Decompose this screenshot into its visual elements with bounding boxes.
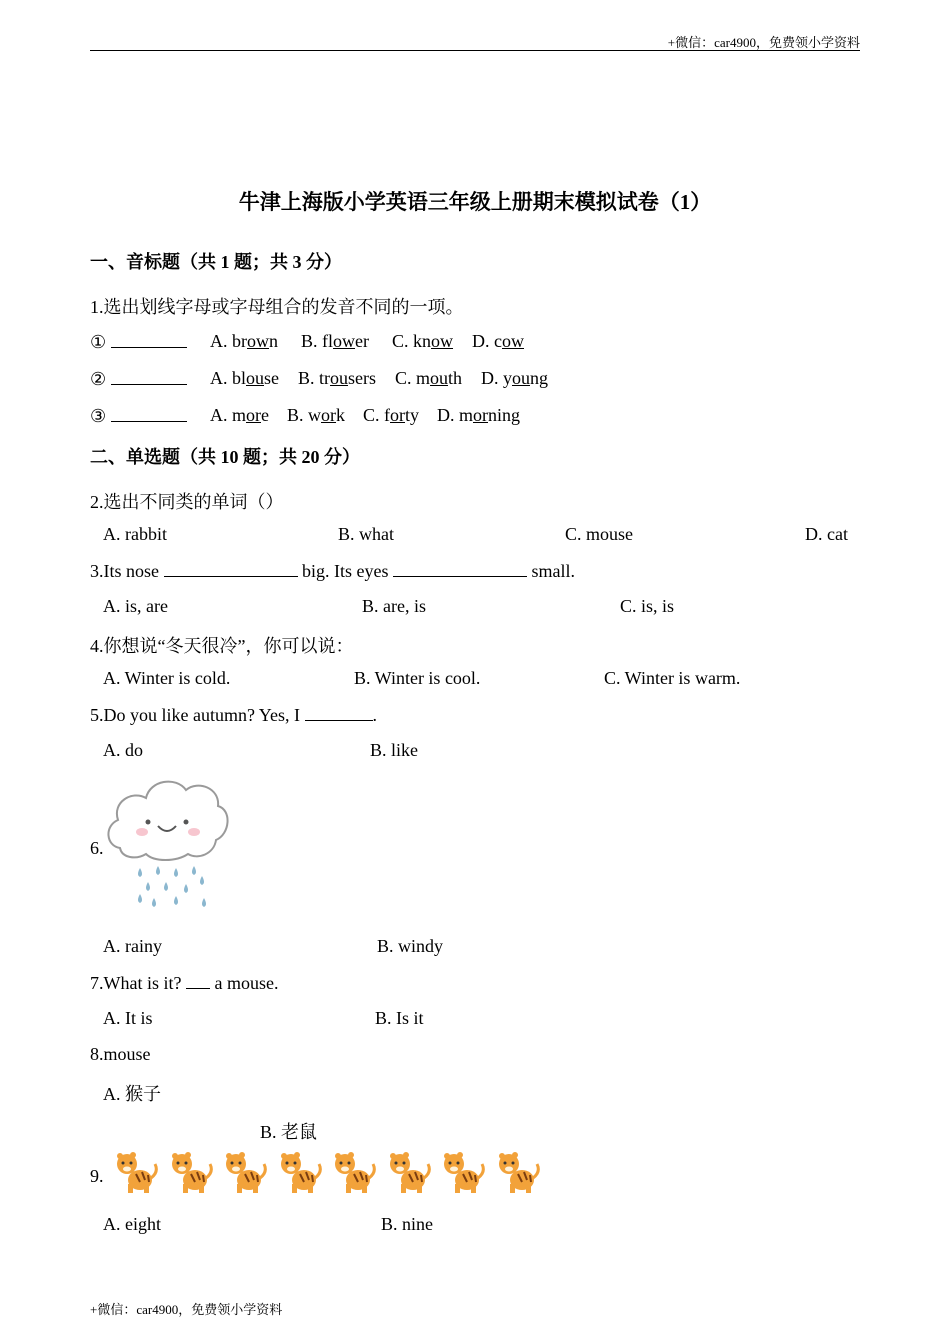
section-1-heading: 一、音标题（共 1 题；共 3 分） bbox=[90, 252, 342, 272]
q1-option[interactable]: D. young bbox=[481, 368, 548, 388]
tiger-icon bbox=[330, 1148, 376, 1194]
tiger-icon bbox=[167, 1148, 213, 1194]
tiger-icon bbox=[439, 1148, 485, 1194]
q2-option-a[interactable]: A. rabbit bbox=[103, 524, 167, 544]
q1-row-marker bbox=[90, 331, 187, 353]
q2-prompt: 2.选出不同类的单词（） bbox=[90, 492, 284, 512]
tiger-icon bbox=[221, 1148, 267, 1194]
q2-option-d[interactable]: D. cat bbox=[805, 524, 848, 544]
q4-option-b[interactable]: B. Winter is cool. bbox=[354, 668, 481, 688]
q6-option-a[interactable]: A. rainy bbox=[103, 936, 162, 956]
q1-row-marker bbox=[90, 368, 187, 390]
q3-blank-2[interactable] bbox=[393, 560, 527, 577]
q3-text-2: big. Its eyes bbox=[302, 561, 389, 581]
q1-option[interactable]: A. blouse bbox=[210, 368, 279, 388]
tiger-icon bbox=[385, 1148, 431, 1194]
q5-option-a[interactable]: A. do bbox=[103, 740, 143, 760]
q5-text-1: 5.Do you like autumn? Yes, I bbox=[90, 705, 300, 725]
q7-option-a[interactable]: A. It is bbox=[103, 1008, 153, 1028]
q1-option[interactable]: C. forty bbox=[363, 405, 420, 425]
q3-blank-1[interactable] bbox=[164, 560, 298, 577]
q1-answer-blank[interactable] bbox=[111, 368, 187, 385]
q2-option-b[interactable]: B. what bbox=[338, 524, 394, 544]
q7-prompt bbox=[90, 972, 278, 994]
q3-option-a[interactable]: A. is, are bbox=[103, 596, 168, 616]
section-2-heading: 二、单选题（共 10 题；共 20 分） bbox=[90, 447, 360, 467]
q1-option[interactable]: C. know bbox=[392, 331, 454, 351]
q1-option[interactable]: C. mouth bbox=[395, 368, 463, 388]
q4-prompt: 4.你想说“冬天很冷”，你可以说： bbox=[90, 636, 354, 656]
q6-option-b[interactable]: B. windy bbox=[377, 936, 444, 956]
q3-text-3: small. bbox=[531, 561, 575, 581]
q1-marker-text: ③ bbox=[90, 406, 107, 426]
q9-number: 9. bbox=[90, 1166, 104, 1186]
page-title: 牛津上海版小学英语三年级上册期末模拟试卷（1） bbox=[238, 190, 712, 214]
q1-marker-text: ② bbox=[90, 369, 107, 389]
footer-note: +微信：car4900，免费领小学资料 bbox=[90, 1302, 283, 1317]
q3-option-b[interactable]: B. are, is bbox=[362, 596, 426, 616]
q1-prompt: 1.选出划线字母或字母组合的发音不同的一项。 bbox=[90, 297, 464, 317]
q1-option[interactable]: B. flower bbox=[301, 331, 369, 351]
q7-option-b[interactable]: B. Is it bbox=[375, 1008, 424, 1028]
q4-option-a[interactable]: A. Winter is cold. bbox=[103, 668, 231, 688]
q5-text-2: . bbox=[372, 705, 377, 725]
q1-answer-blank[interactable] bbox=[111, 405, 187, 422]
q3-text-1: 3.Its nose bbox=[90, 561, 159, 581]
tiger-icon bbox=[494, 1148, 540, 1194]
q1-answer-blank[interactable] bbox=[111, 331, 187, 348]
q7-blank[interactable] bbox=[186, 972, 210, 989]
q3-option-c[interactable]: C. is, is bbox=[620, 596, 675, 616]
q1-option[interactable]: D. cow bbox=[472, 331, 524, 351]
q7-text-1: 7.What is it? bbox=[90, 973, 182, 993]
q3-prompt bbox=[90, 560, 575, 582]
q8-prompt: 8.mouse bbox=[90, 1044, 151, 1064]
tiger-icon bbox=[276, 1148, 322, 1194]
q1-option[interactable]: A. brown bbox=[210, 331, 278, 351]
q1-option[interactable]: B. work bbox=[287, 405, 346, 425]
q4-option-c[interactable]: C. Winter is warm. bbox=[604, 668, 741, 688]
q8-option-a[interactable]: A. 猴子 bbox=[103, 1084, 161, 1104]
q1-option[interactable]: A. more bbox=[210, 405, 269, 425]
q5-option-b[interactable]: B. like bbox=[370, 740, 418, 760]
q7-text-2: a mouse. bbox=[214, 973, 279, 993]
q2-option-c[interactable]: C. mouse bbox=[565, 524, 634, 544]
rain-cloud-icon bbox=[102, 770, 232, 915]
q5-prompt bbox=[90, 704, 377, 726]
q1-row-marker bbox=[90, 405, 187, 427]
q1-option[interactable]: B. trousers bbox=[298, 368, 377, 388]
header-note: +微信：car4900，免费领小学资料 bbox=[667, 35, 860, 50]
tiger-icon bbox=[112, 1148, 158, 1194]
q5-blank[interactable] bbox=[305, 704, 373, 721]
q8-option-b[interactable]: B. 老鼠 bbox=[260, 1122, 318, 1142]
q1-marker-text: ① bbox=[90, 332, 107, 352]
q1-option[interactable]: D. morning bbox=[437, 405, 521, 425]
header-divider bbox=[90, 50, 860, 51]
q9-option-b[interactable]: B. nine bbox=[381, 1214, 433, 1234]
q9-option-a[interactable]: A. eight bbox=[103, 1214, 161, 1234]
q6-number: 6. bbox=[90, 838, 104, 858]
